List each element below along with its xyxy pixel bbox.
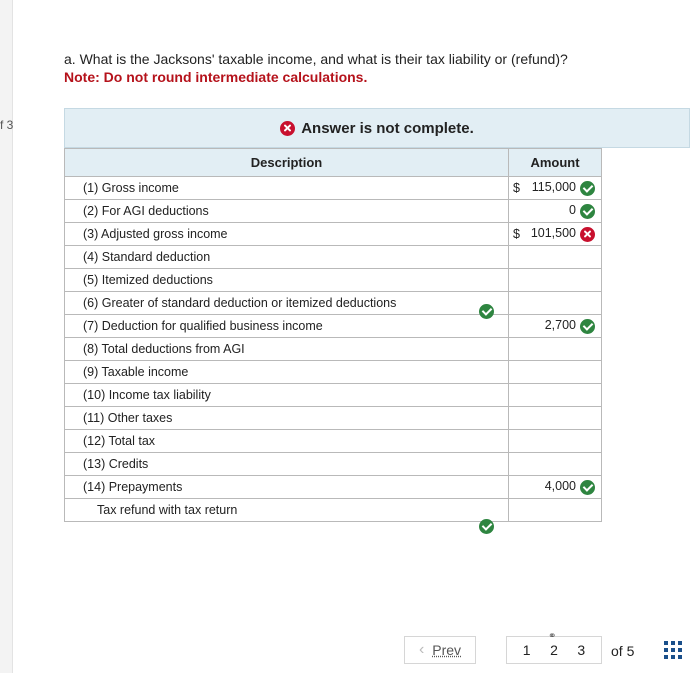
amount-input[interactable] [509, 223, 602, 246]
question-title: a. What is the Jacksons' taxable income, and what is their tax liability or (refund)? [64, 51, 568, 67]
tax-calculation-table [64, 148, 602, 522]
incorrect-icon [580, 227, 595, 242]
incorrect-icon [280, 121, 295, 136]
dollar-sign: $ [513, 227, 520, 241]
page-3[interactable]: 3 [577, 642, 586, 658]
grid-menu-icon[interactable] [664, 641, 682, 659]
correct-check-icon [479, 303, 494, 321]
row-description: (6) Greater of standard deduction or itemized deductions [65, 292, 509, 315]
table-row [65, 384, 602, 407]
row-description: (8) Total deductions from AGI [65, 338, 509, 361]
table-row [65, 315, 602, 338]
amount-input[interactable] [509, 338, 602, 361]
amount-value: 2,700 [544, 318, 576, 333]
answer-status-banner [64, 108, 690, 148]
table-row [65, 430, 602, 453]
row-description: (14) Prepayments [65, 476, 509, 499]
question-note: Note: Do not round intermediate calculations. [64, 69, 368, 85]
amount-input[interactable] [509, 200, 602, 223]
table-row [65, 453, 602, 476]
amount-input[interactable] [509, 476, 602, 499]
header-description: Description [65, 149, 509, 177]
table-row [65, 499, 602, 522]
correct-check-icon [580, 480, 595, 495]
amount-input[interactable] [509, 269, 602, 292]
amount-input[interactable] [509, 292, 602, 315]
amount-value: 115,000 [531, 180, 576, 195]
link-icon: ⚭ [548, 631, 557, 642]
table-row [65, 292, 602, 315]
amount-input[interactable] [509, 315, 602, 338]
chevron-left-icon: ‹ [418, 641, 425, 658]
amount-input[interactable] [509, 453, 602, 476]
table-row [65, 338, 602, 361]
amount-input[interactable] [509, 430, 602, 453]
banner-text: Answer is not complete. [301, 119, 474, 137]
table-row [65, 476, 602, 499]
amount-value: 0 [569, 203, 576, 218]
table-row [65, 223, 602, 246]
page-selector [506, 631, 602, 664]
page-2[interactable]: 2 [550, 642, 558, 658]
table-row [65, 246, 602, 269]
row-description: (7) Deduction for qualified business income [65, 315, 509, 338]
row-description: (4) Standard deduction [65, 246, 509, 269]
row-description: (2) For AGI deductions [65, 200, 509, 223]
row-description: (5) Itemized deductions [65, 269, 509, 292]
amount-input[interactable] [509, 246, 602, 269]
row-description: (12) Total tax [65, 430, 509, 453]
page-count: of 5 [611, 643, 635, 659]
row-description: (1) Gross income [65, 177, 509, 200]
correct-check-icon [479, 518, 494, 536]
row-description: (11) Other taxes [65, 407, 509, 430]
amount-input[interactable] [509, 384, 602, 407]
header-amount: Amount [509, 149, 602, 177]
row-description: (3) Adjusted gross income [65, 223, 509, 246]
table-row [65, 269, 602, 292]
row-description: (13) Credits [65, 453, 509, 476]
question-block [64, 50, 684, 86]
amount-input[interactable] [509, 407, 602, 430]
page-1[interactable]: 1 [522, 642, 531, 658]
table-header-row [65, 149, 602, 177]
amount-input[interactable] [509, 177, 602, 200]
left-side-strip [0, 0, 13, 673]
row-description: (10) Income tax liability [65, 384, 509, 407]
dollar-sign: $ [513, 181, 520, 195]
amount-value: 4,000 [544, 479, 576, 494]
table-row [65, 361, 602, 384]
correct-check-icon [580, 181, 595, 196]
amount-input[interactable] [509, 499, 602, 522]
correct-check-icon [580, 204, 595, 219]
row-description: (9) Taxable income [65, 361, 509, 384]
correct-check-icon [580, 319, 595, 334]
row-description: Tax refund with tax return [65, 499, 509, 522]
prev-button[interactable]: ‹ Prev [404, 636, 476, 664]
table-row [65, 407, 602, 430]
table-row [65, 177, 602, 200]
table-row [65, 200, 602, 223]
amount-input[interactable] [509, 361, 602, 384]
amount-value: 101,500 [530, 226, 576, 241]
side-page-label: f 3 [0, 118, 14, 132]
